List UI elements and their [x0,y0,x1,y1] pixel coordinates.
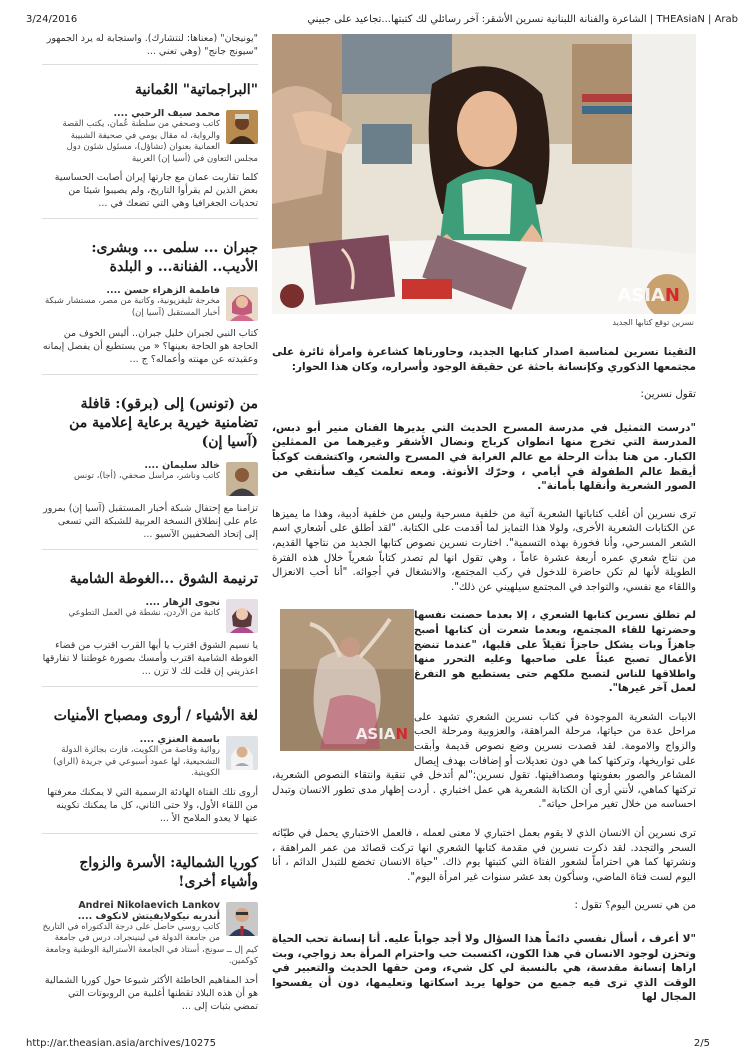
article-paragraph: ترى نسرين أن أغلب كتاباتها الشعرية آتية من خلفية مسرحية وليس من خلفية أدبية، وهذا ما يميزها عن الكتابات الشعرية الأخرى، ولولا هذا التمايز لما أقدمت على الكتابة. "لقد أطلق على أشعاري اسم الشعر المسرحي، وأنا فخورة بهذه التسمية". اختارت نسرين نصوص كتابها الجديد من نتاجها القديم، من نتاج شعري عمره أربعة عشرة عاماً ، وهي تقول انها لم تصدر كتاباً شعرياً خلال هذه الفترة الطويلة لأنها لم تكن حاضرة للدخول في ركب المجتمع، والانشغال في أجوائه. "أنا أحب الانعزال واللقاء مع نفسي، والتواجد في المجتمع سيلهيني عن ذلك". [272,508,696,593]
article-question: من هي نسرين اليوم؟ تقول : [574,900,696,912]
author-bio: روائية وقاصة من الكويت، فازت بجائزة الدولة التشجيعية، لها عمود أسبوعي في جريدة (الراي) الكويتية. [53,745,220,778]
article-quote: "درست التمثيل في مدرسة المسرح الحديث التي يديرها الفنان منير أبو دبس، المدرسة التي تخرج منها انطوان كرباج ونضال الأشقر وغيرهما من الممثلين الكبار. من هنا بدأت الرحلة مع عالم الغرابة في المسرح والشعر، واكتشفت كوكباً أيقظ عالم الطفولة في أيامي ، وحرّك الأنوثة. ومعه تعلمت كيف سأنتقي من الصور الشعرية وأنقلها بأمانة". [272,421,696,493]
sidebar-article-excerpt: أروى تلك الفتاة الهادئة الرسمية التي لا يمكنك معرفتها من اللقاء الأول، ولا حتى الثاني، كل ما يمكنك تكوينه عنها لا يعدو الملامح الأ ... [47,786,258,824]
author-name[interactable]: أندريه نيكولايفيتش لانكوف .... [77,910,220,922]
sidebar-article-title[interactable]: ترنيمة الشوق ...الغوطة الشامية [69,571,258,587]
article-quote: "لا أعرف ، أسأل نفسي دائماً هذا السؤال ولا أجد جواباً عليه. أنا إنسانة تحب الحياة وتحزن لوجود الانسان في هذا الكون، اكتسبت حب واحترام المرأة بعد زواجي، وبت اراها إنسانة مقدسة، هي بالنسبة لي كل شيء، ومن حقها الحديث والتعبير في الوقت الذي ترى فيه جميع من حولها يريد اسكاتها وتعليمها، دون أن يفسحوا المجال لها [272,933,696,1004]
author-card [42,734,258,780]
sidebar [42,32,258,1041]
book-signing-photo [272,34,696,314]
avatar [226,902,258,936]
photo-caption: نسرين توقع كتابها الجديد [612,318,694,327]
article-body [272,345,696,1005]
sidebar-article-title[interactable]: كوريا الشمالية: الأسرة والزواج وأشياء أخرى! [79,854,258,890]
print-header [0,0,750,30]
sidebar-article [42,854,258,1021]
author-bio: كاتب وصحفي من سلطنة عُمان، يكتب القصة والرواية، له مقال يومي في صحيفة الشبيبة العمانية بعنوان (تشاؤل)، مسئول شئون دول مجلس التعاون في (أسيا إن) العربية [62,119,258,164]
sidebar-article-title[interactable]: جبران ... سلمى ... وبشرى: الأديب.. الفنانة... و البلدة [91,240,258,275]
sidebar-article-excerpt: أحد المفاهيم الخاطئة الأكثر شيوعا حول كوريا الشمالية هو أن هذه البلاد تقطنها أغلبية من الروبوتات التي تمضي بثبات إلى ... [44,974,258,1012]
print-date: 3/24/2016 [26,14,78,25]
avatar [226,462,258,496]
article-photo [272,34,696,314]
author-bio: كاتب وناشر، مراسل صحفي، (أجا)، تونس [73,471,220,481]
author-name[interactable]: فاطمة الزهراء حسن .... [106,285,220,296]
author-name[interactable]: نجوى الزهار .... [145,597,220,608]
print-url: http://ar.theasian.asia/archives/10275 [26,1038,217,1049]
sidebar-article-title[interactable]: "البراجماتية" العُمانية [135,82,258,98]
avatar [226,736,258,770]
sidebar-article-title[interactable]: لغة الأشياء / أروى ومصباح الأمنيات [53,708,258,724]
sidebar-article [42,707,258,834]
article-paragraph: ترى نسرين أن الانسان الذي لا يقوم بعمل اختباري لا معنى لعمله ، فالعمل الاختباري يحمل في طيّاته السحر والتجدد. لقد ذكرت نسرين في مقدمة كتابها الشعري انها تركت قصائد من عمر المراهقة ، ونشرتها كما هي احتراماً لشعور الفتاة التي كتبتها يوم ذاك. "حياة الانسان تخضع للتبدل الدائم ، أنا اليوم لست فتاة الماضي، وسأكون بعد عشر سنوات غير امرأة اليوم". [272,828,696,883]
article-main [272,34,696,1019]
sidebar-article-title[interactable]: من (تونس) إلى (برقو): قافلة تضامنية خيرية برعاية إعلامية من (آسيا إن) [69,396,258,450]
author-name[interactable]: محمد سيف الرحبي .... [113,108,220,119]
book-cover-image [280,609,414,751]
sidebar-article [42,570,258,687]
author-card [42,597,258,633]
sidebar-top-excerpt: "يونيجان" (معناها: لنتشارك). واستجابة له يرد الجمهور "سيونج جانج" (وهي تعني ... [42,32,258,65]
article-paragraph: الابيات الشعرية الموجودة في كتاب نسرين الشعري تشهد على مراحل عدة من حياتها، مرحلة المراهقة، والعزوبية ومرحلة الحب والزواج والامومة. لقد قصدت نسرين وضع نصوص قديمة وأبقت على تواريخها، وتركتها كما هي دون تعديلات أو إضافات بهدف إيصال المشاعر والصور بعفويتها ومصداقيتها. تقول نسرين:"لم أتدخل في تنقية وانتقاء النصوص الشعرية، تركتها كماهي، لأنني أرى أن الكتابة الشعرية هي عمل اختباري . أردت إظهار مدى تطور الانسان وتبدل احساسه من خلال تغير مراحل حياته". [272,711,696,811]
author-bio: كاتب روسي حاصل على درجة الدكتوراه في التاريخ من جامعة الدولة في لينينجراد، درس في جامعة كيم إل ــ سونج، أستاذ في الجامعة الأسترالية الوطنية وجامعة كوكمين. [42,921,258,966]
sidebar-article-excerpt: كتاب النبي لجبران خليل جبران.. أليس الخوف من الحاجة هو الحاجة بعينها؟ « من يستطيع أن يفصل إيمانه وعقيدته عن مهنته وأعماله؟ ج ... [42,328,258,365]
print-page-title: THEAsiaN | Arab | الشاعرة والفنانة اللبنانية نسرين الأشقر: آخر رسائلي لك كتبتها...تجاعيد على جبيني [307,14,738,25]
avatar [226,287,258,321]
sidebar-article [42,81,258,219]
sidebar-article [42,239,258,375]
author-name[interactable]: باسمة العنزي .... [139,734,220,745]
print-footer [0,1036,750,1056]
print-page-number: 2/5 [693,1038,710,1049]
author-bio: مخرجة تليفزيونية، وكاتبة من مصر، مستشار شبكة أخبار المستقبل (آسيا إن) [44,296,220,318]
article-says: تقول نسرين: [640,389,696,401]
author-card [42,285,258,321]
author-card [42,460,258,496]
watermark: ASIAN [617,285,680,306]
avatar [226,599,258,633]
author-card [42,108,258,165]
article-lead: التقينا نسرين لمناسبة اصدار كتابها الجديد، وحاورناها كشاعرة وامرأة ثائرة على مجتمعها الذكوري وكإنسانة باحثة عن حقيقة الوجود وأسراره، وكان هذا الحوار: [272,346,696,373]
sidebar-article-excerpt: تزامنا مع إحتفال شبكة أخبار المستقبل (آسيا إن) بمرور عام على إنطلاق النسخة العربية للشبكة التي تسعى إلى إتحاد الصحفيين الآسيو ... [43,503,258,540]
sidebar-article-excerpt: يا نسيم الشوق اقترب يا أيها القرب اقترب من قضاء الغوطة الشامية اقترب وأمسك بصورة غوطتنا لا تفارقها اعذريني إن قلت لك لا تزن ... [42,640,258,677]
article-paragraph: لم تطلق نسرين كتابها الشعري ، إلا بعدما حصنت نفسها وحضرتها للقاء المجتمع، وبعدما شعرت أن كتابها أصبح جاهزاً وبات يشكل حاجزاً ثقيلاً على قلبها، "عندما تنضج الأعمال تصبح عبئاً على صاحبها وعليه التحرر منها واطلاقها للناس لتصبح ملكهم حتى يستطيع هو التفرغ لعمل آخر غيرها". [414,610,696,695]
watermark: ASIAN [355,724,408,743]
author-name-en[interactable]: Andrei Nikolaevich Lankov [78,899,220,911]
author-name[interactable]: خالد سليمان .... [144,460,220,471]
author-bio: كاتبة من الأردن، نشطة في العمل التطوعي [68,608,220,618]
avatar [226,110,258,144]
author-card [42,900,258,968]
sidebar-article-excerpt: كلما تقاربت عمان مع جارتها إيران أصابت الحساسية بعض الذين لم يقرأوا التاريخ، ولم يصيبوا شيئا من تحديات الجغرافيا وهي التي تضعك في ... [54,172,258,209]
sidebar-article [42,395,258,550]
